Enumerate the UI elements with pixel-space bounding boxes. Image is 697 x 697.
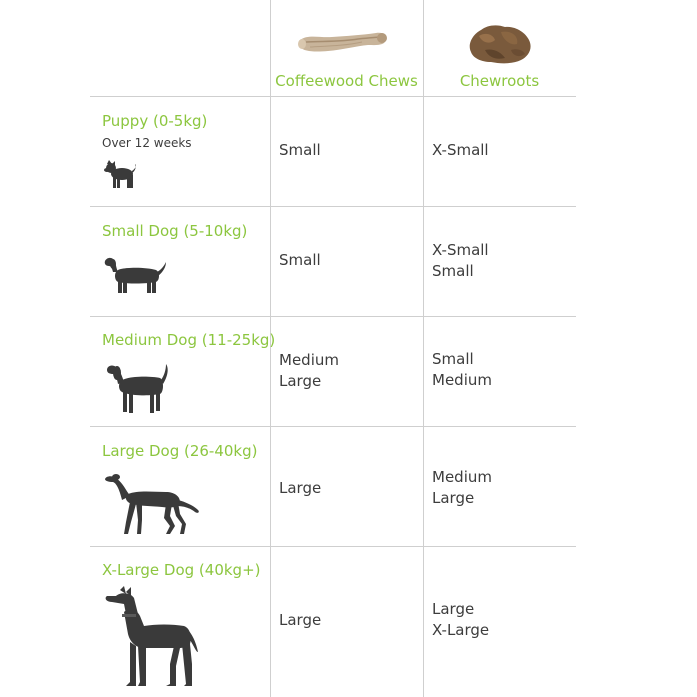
coffeewood-size-cell — [279, 350, 339, 392]
size-category-title: Large Dog (26-40kg) — [102, 442, 258, 460]
row-divider — [90, 96, 576, 97]
size-value: X-Small — [432, 141, 489, 159]
row-divider — [90, 426, 576, 427]
coffeewood-stick-image — [296, 30, 390, 56]
size-value: Small — [279, 251, 321, 269]
chewroots-size-cell — [432, 349, 492, 391]
size-value: Large — [279, 372, 322, 390]
size-value: Medium — [432, 468, 492, 486]
great-dane-silhouette-icon — [104, 586, 200, 688]
product-name-coffeewood: Coffeewood Chews — [275, 72, 418, 90]
size-value: Medium — [279, 351, 339, 369]
coffeewood-size-cell — [279, 478, 321, 499]
size-category-title: X-Large Dog (40kg+) — [102, 561, 261, 579]
size-category-title: Puppy (0-5kg) — [102, 112, 208, 130]
row-divider — [90, 206, 576, 207]
size-value: Large — [279, 479, 322, 497]
chewroots-size-cell — [432, 240, 489, 282]
size-value: X-Small — [432, 241, 489, 259]
row-divider — [90, 316, 576, 317]
chewroot-chunk-image — [465, 22, 535, 66]
coffeewood-size-cell — [279, 140, 321, 161]
product-name-chewroots: Chewroots — [459, 72, 540, 90]
coffeewood-size-cell — [279, 610, 321, 631]
chewroots-size-cell — [432, 599, 489, 641]
size-category-title: Medium Dog (11-25kg) — [102, 331, 276, 349]
greyhound-silhouette-icon — [104, 470, 202, 538]
size-value: Large — [432, 600, 475, 618]
chewroots-size-cell — [432, 140, 489, 161]
size-value: Large — [432, 489, 475, 507]
column-divider — [423, 0, 424, 697]
size-value: Small — [279, 141, 321, 159]
puppy-silhouette-icon — [104, 160, 138, 190]
size-category-note: Over 12 weeks — [102, 136, 192, 150]
size-value: Medium — [432, 371, 492, 389]
size-value: Small — [432, 262, 474, 280]
beagle-silhouette-icon — [106, 362, 174, 416]
chewroots-size-cell — [432, 467, 492, 509]
dachshund-silhouette-icon — [104, 256, 168, 296]
size-value: Small — [432, 350, 474, 368]
size-value: Large — [279, 611, 322, 629]
size-value: X-Large — [432, 621, 490, 639]
row-divider — [90, 546, 576, 547]
coffeewood-size-cell — [279, 250, 321, 271]
size-category-title: Small Dog (5-10kg) — [102, 222, 248, 240]
